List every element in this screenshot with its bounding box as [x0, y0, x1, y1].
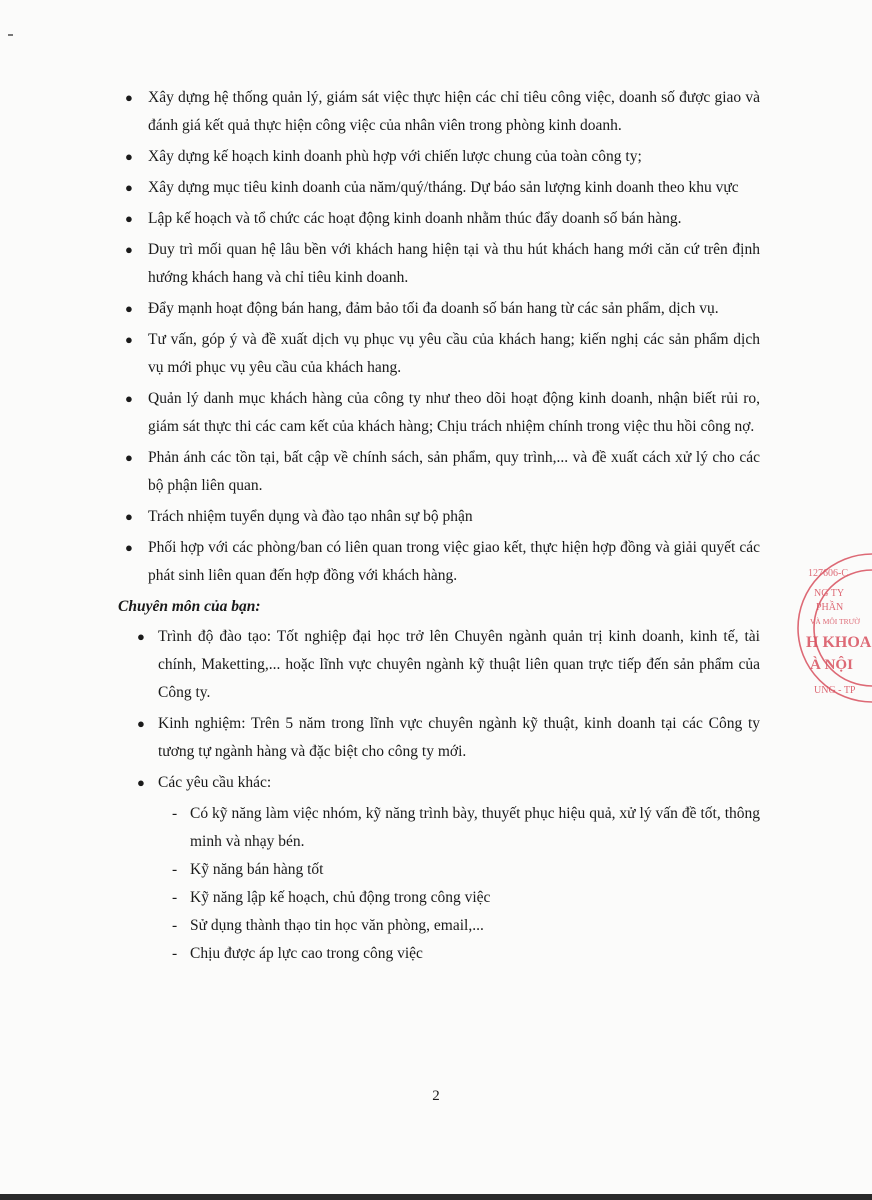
list-item [122, 295, 760, 323]
list-item-text: Kỹ năng lập kế hoạch, chủ động trong công việc [190, 889, 491, 906]
list-item-text: Duy trì mối quan hệ lâu bền với khách hang hiện tại và thu hút khách hang mới căn cứ trên định hướng khách hang và chỉ tiêu kinh doanh. [148, 241, 760, 286]
document-body [118, 84, 760, 968]
list-item-text: Lập kế hoạch và tổ chức các hoạt động kinh doanh nhằm thúc đẩy doanh số bán hàng. [148, 210, 682, 227]
duties-list [122, 84, 760, 590]
bullet-icon: ● [125, 180, 133, 195]
svg-text:H KHOA: H KHOA [806, 634, 872, 651]
bullet-icon: ● [137, 629, 145, 644]
bullet-icon: ● [125, 149, 133, 164]
section-heading: Chuyên môn của bạn: [118, 598, 261, 615]
svg-text:NG TY: NG TY [814, 588, 845, 599]
list-item [122, 84, 760, 140]
dash-icon: - [172, 861, 178, 878]
bullet-icon: ● [137, 716, 145, 731]
bullet-icon: ● [125, 211, 133, 226]
bullet-icon: ● [125, 242, 133, 257]
bullet-icon: ● [125, 450, 133, 465]
bullet-icon: ● [125, 540, 133, 555]
requirements-list [122, 623, 760, 797]
svg-text:UNG - TP: UNG - TP [814, 685, 856, 696]
list-item-text: Quản lý danh mục khách hàng của công ty như theo dõi hoạt động kinh doanh, nhận biết rủi ro, giám sát thực thi các cam kết của khách hàng; Chịu trách nhiệm chính trong việc thu hồi công nợ. [148, 390, 760, 435]
bullet-icon: ● [125, 90, 133, 105]
bullet-icon: ● [125, 509, 133, 524]
list-item-text: Xây dựng mục tiêu kinh doanh của năm/quý/tháng. Dự báo sản lượng kinh doanh theo khu vực [148, 179, 739, 196]
list-item-text: Sử dụng thành thạo tin học văn phòng, email,... [190, 917, 484, 934]
company-stamp [788, 548, 872, 708]
list-item [122, 503, 760, 531]
list-item [122, 326, 760, 382]
list-item-text: Kỹ năng bán hàng tốt [190, 861, 324, 878]
list-item [172, 800, 760, 856]
page-number: 2 [432, 1088, 440, 1104]
list-item-text: Xây dựng kế hoạch kinh doanh phù hợp với chiến lược chung của toàn công ty; [148, 148, 642, 165]
bullet-icon: ● [125, 332, 133, 347]
list-item [122, 444, 760, 500]
other-requirements-label: Các yêu cầu khác: [158, 774, 272, 791]
other-requirements-list [122, 800, 760, 968]
list-item [172, 856, 760, 884]
list-item-text: Có kỹ năng làm việc nhóm, kỹ năng trình bày, thuyết phục hiệu quả, xử lý vấn đề tốt, thông minh và nhạy bén. [190, 805, 760, 850]
list-item-text: Xây dựng hệ thống quản lý, giám sát việc thực hiện các chỉ tiêu công việc, doanh số được giao và đánh giá kết quả thực hiện công việc của nhân viên trong phòng kinh doanh. [148, 89, 760, 134]
list-item [122, 385, 760, 441]
list-item [172, 940, 760, 968]
list-item [134, 769, 760, 797]
bullet-icon: ● [125, 391, 133, 406]
dash-icon: - [172, 945, 178, 962]
list-item-text: Đẩy mạnh hoạt động bán hang, đảm bảo tối đa doanh số bán hang từ các sản phẩm, dịch vụ. [148, 300, 719, 317]
list-item [172, 884, 760, 912]
list-item [172, 912, 760, 940]
svg-text:À NỘI: À NỘI [810, 657, 853, 673]
list-item [122, 236, 760, 292]
list-item-text: Tư vấn, góp ý và đề xuất dịch vụ phục vụ yêu cầu của khách hang; kiến nghị các sản phẩm dịch vụ mới phục vụ yêu cầu của khách hang. [148, 331, 760, 376]
list-item-text: Phản ánh các tồn tại, bất cập về chính sách, sản phẩm, quy trình,... và đề xuất cách xử lý cho các bộ phận liên quan. [148, 449, 760, 494]
list-item [122, 143, 760, 171]
education-text: Trình độ đào tạo: Tốt nghiệp đại học trở lên Chuyên ngành quản trị kinh doanh, kinh tế, tài chính, Maketting,... hoặc lĩnh vực chuyên ngành kỹ thuật liên quan trực tiếp đến sản phẩm của Công ty. [158, 628, 760, 701]
svg-text:VÀ MÔI TRƯỜ: VÀ MÔI TRƯỜ [810, 617, 860, 626]
bullet-icon: ● [125, 301, 133, 316]
scan-mark [8, 34, 13, 36]
stamp-seal-icon [788, 548, 872, 708]
list-item-text: Chịu được áp lực cao trong công việc [190, 945, 423, 962]
list-item [122, 534, 760, 590]
dash-icon: - [172, 889, 178, 906]
scan-edge [0, 1194, 872, 1200]
bullet-icon: ● [137, 775, 145, 790]
list-item [134, 710, 760, 766]
dash-icon: - [172, 917, 178, 934]
list-item [134, 623, 760, 707]
dash-icon: - [172, 805, 178, 822]
svg-text:PHẦN: PHẦN [816, 602, 844, 613]
list-item-text: Trách nhiệm tuyển dụng và đào tạo nhân sự bộ phận [148, 508, 473, 525]
svg-text:127606-C: 127606-C [808, 568, 848, 579]
experience-text: Kinh nghiệm: Trên 5 năm trong lĩnh vực chuyên ngành kỹ thuật, kinh doanh tại các Công ty tương tự ngành hàng và đặc biệt cho công ty mới. [158, 715, 760, 760]
list-item [122, 205, 760, 233]
list-item [122, 174, 760, 202]
list-item-text: Phối hợp với các phòng/ban có liên quan trong việc giao kết, thực hiện hợp đồng và giải quyết các phát sinh liên quan đến hợp đồng với khách hàng. [148, 539, 760, 584]
